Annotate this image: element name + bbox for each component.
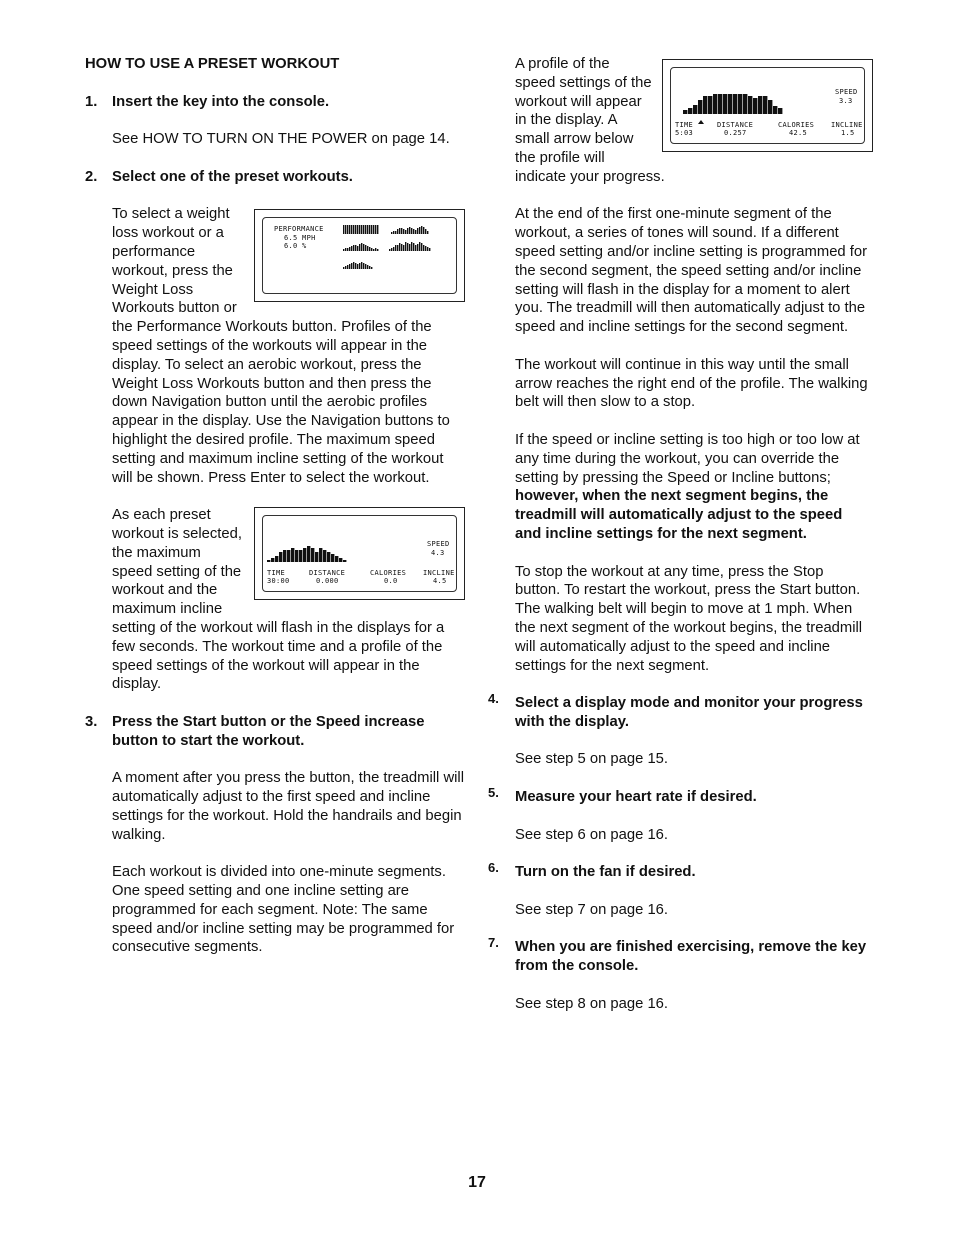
lcd-screen: [262, 515, 457, 592]
profile-bar: [345, 225, 346, 234]
profile-bar: [718, 94, 722, 114]
distance-value: 0.257: [724, 129, 747, 137]
continue-paragraph: The workout will continue in this way until the small arrow reaches the right end of the profile. The walking belt will then slow to a stop.: [515, 356, 868, 411]
profile-bar: [349, 264, 350, 269]
step-6: [488, 860, 870, 919]
lcd-frame: [254, 507, 465, 600]
workout-profiles-chart: [263, 218, 457, 294]
profile-bar: [415, 230, 416, 234]
step-2-title: Select one of the preset workouts.: [112, 168, 353, 185]
profile-bar: [335, 556, 338, 562]
profile-bar: [733, 94, 737, 114]
profile-bar: [347, 225, 348, 234]
segment-paragraph: At the end of the first one-minute segment of the workout, a series of tones will sound. If a different speed setting and/or incline setting is programmed for the second segment, the speed setting and/or incline setting will flash in the display for a moment to alert you. The treadmill will then automatically adjust to the speed and incline settings for the second segment.: [515, 206, 868, 336]
profile-bar: [343, 225, 344, 234]
profile-bar: [315, 552, 318, 562]
profile-bar: [367, 246, 368, 251]
profile-bar: [413, 243, 414, 251]
profile-a: [343, 225, 378, 234]
step-1-text: See HOW TO TURN ON THE POWER on page 14.: [112, 131, 450, 148]
profile-bar: [303, 548, 306, 562]
step-6-number: 6.: [488, 860, 499, 876]
step-4-title: Select a display mode and monitor your progress with the display.: [515, 695, 863, 730]
profile-bar: [397, 229, 398, 234]
calories-value: 42.5: [789, 129, 808, 137]
performance-label: PERFORMANCE: [274, 225, 324, 234]
profile-bar: [331, 554, 334, 562]
profile-bar: [423, 227, 424, 234]
profile-bar: [369, 247, 370, 251]
step-2-para-1: To select a weight loss workout or a performance workout, press the Weight Loss Workouts button or the Performance Workouts button. Profiles of the speed settings of the workouts will appear in the display. To select an aerobic workout, press the Weight Loss Workouts button and then press the down Navigation button until the aerobic profiles appear in the display. Use the Navigation buttons to highlight the desired profile. The maximum speed setting and maximum incline setting of the workout will be shown. Press Enter to select the workout.: [112, 206, 450, 486]
step-7-text: See step 8 on page 16.: [515, 995, 669, 1012]
step-3-para-2: Each workout is divided into one-minute segments. One speed setting and one incline setting are programmed for each segment. Note: The same speed and/or incline setting may be programmed for consecutive segments.: [112, 864, 455, 956]
profile-bar: [375, 248, 376, 251]
profile-bar: [355, 225, 356, 234]
time-label: TIME: [675, 121, 694, 129]
step-6-text: See step 7 on page 16.: [515, 901, 669, 918]
profile-bars: [267, 546, 346, 562]
profile-bar: [425, 246, 426, 251]
profile-bar: [415, 245, 416, 251]
profile-bar: [773, 106, 777, 114]
profile-bar: [359, 225, 360, 234]
step-6-title: Turn on the fan if desired.: [515, 864, 696, 881]
profile-bar: [407, 243, 408, 251]
incline-label: INCLINE: [831, 121, 863, 129]
profile-bar: [401, 228, 402, 234]
profile-bar: [287, 550, 290, 562]
profile-bar: [369, 225, 370, 234]
override-text: If the speed or incline setting is too high or too low at any time during the workout, you can override the setting by pressing the Speed or Incline buttons;: [515, 431, 860, 486]
profile-bar: [743, 94, 747, 114]
left-column: [85, 55, 465, 976]
calories-label: CALORIES: [370, 569, 407, 578]
profile-bar: [713, 94, 717, 114]
profile-bar: [279, 552, 282, 562]
profile-bar: [365, 225, 366, 234]
time-value: 5:03: [675, 129, 694, 137]
profile-bar: [345, 266, 346, 269]
profile-bar: [349, 225, 350, 234]
profile-bar: [693, 105, 697, 114]
progress-arrow: [698, 120, 704, 124]
profile-bar: [417, 228, 418, 234]
step-2-para-2: As each preset workout is selected, the maximum speed setting of the workout and the maximum incline setting of the workout will flash in the displays for a few seconds. The workout time and a profile of the speed settings of the workout will appear in the display.: [112, 507, 445, 693]
profile-bar: [399, 228, 400, 234]
profile-bar: [425, 229, 426, 234]
section-heading: HOW TO USE A PRESET WORKOUT: [85, 56, 340, 72]
right-column: [488, 55, 870, 1032]
profile-bar: [373, 225, 374, 234]
profile-bar: [403, 229, 404, 234]
performance-incline: 6.0 %: [284, 242, 307, 251]
calories-label: CALORIES: [778, 121, 815, 129]
profile-bar: [343, 267, 344, 269]
profile-bar: [395, 245, 396, 251]
profile-bar: [353, 245, 354, 251]
profile-bar: [389, 249, 390, 251]
profile-bar: [367, 265, 368, 269]
profile-bar: [413, 229, 414, 234]
step-3-title: Press the Start button or the Speed increase button to start the workout.: [112, 713, 425, 749]
profile-bar: [723, 94, 727, 114]
profile-bar: [353, 225, 354, 234]
incline-value: 1.5: [841, 129, 855, 137]
profile-bar: [377, 225, 378, 234]
profile-bar: [688, 108, 692, 114]
step-3: [85, 713, 465, 957]
profile-bar: [407, 228, 408, 234]
profile-b: [391, 226, 428, 234]
profile-bar: [419, 242, 420, 251]
step-7-title: When you are finished exercising, remove the key from the console.: [515, 939, 867, 975]
profile-bar: [307, 546, 310, 562]
profile-bar: [267, 560, 270, 562]
profile-bar: [291, 548, 294, 562]
lcd-screen: [670, 67, 865, 144]
calories-value: 0.0: [384, 577, 398, 586]
profile-bar: [748, 96, 752, 114]
profile-bar: [327, 552, 330, 562]
step-4: [488, 691, 870, 769]
speed-value: 4.3: [431, 549, 445, 558]
profile-bar: [271, 558, 274, 562]
profile-bar: [401, 244, 402, 251]
incline-label: INCLINE: [423, 569, 455, 578]
profile-bar: [728, 94, 732, 114]
step-1-title: Insert the key into the console.: [112, 93, 330, 110]
step-5-number: 5.: [488, 785, 499, 801]
profile-bar: [323, 550, 326, 562]
profile-bar: [393, 247, 394, 251]
lcd-screen: [262, 217, 457, 294]
step-1: [85, 93, 465, 149]
profile-bar: [375, 225, 376, 234]
profile-bar: [708, 96, 712, 114]
profile-bar: [698, 100, 702, 114]
profile-bar: [395, 231, 396, 234]
profile-c: [343, 243, 378, 251]
step-3-para-1: A moment after you press the button, the treadmill will automatically adjust to the first speed and incline settings for the workout. Hold the handrails and begin walking.: [112, 770, 465, 843]
profile-bar: [365, 245, 366, 251]
profile-bar: [339, 558, 342, 562]
profile-bar: [391, 232, 392, 234]
profile-bar: [369, 266, 370, 269]
profile-bar: [363, 225, 364, 234]
step-2: [85, 168, 465, 694]
step-5-text: See step 6 on page 16.: [515, 826, 669, 843]
profile-bar: [347, 265, 348, 269]
profile-bar: [403, 245, 404, 251]
profile-bar: [353, 262, 354, 269]
time-value: 30:00: [267, 577, 290, 586]
profile-e: [343, 262, 372, 269]
profile-bar: [768, 100, 772, 114]
profile-bar: [283, 550, 286, 562]
step-5: [488, 785, 870, 844]
performance-speed: 6.5 MPH: [284, 234, 316, 243]
profile-bar: [363, 263, 364, 269]
profile-bar: [423, 245, 424, 251]
profile-bar: [343, 560, 346, 562]
profile-bar: [409, 227, 410, 234]
override-paragraph: [515, 431, 870, 544]
profile-bar: [421, 226, 422, 234]
profile-bar: [351, 225, 352, 234]
profile-paragraph: A profile of the speed settings of the workout will appear in the display. A small arrow below the profile will indicate your progress.: [515, 56, 665, 185]
speed-label: SPEED: [427, 540, 450, 549]
profile-bar: [299, 550, 302, 562]
progress-display-figure: [662, 59, 873, 152]
profile-bar: [345, 248, 346, 251]
profile-bar: [427, 231, 428, 234]
profile-bar: [411, 228, 412, 234]
profile-bar: [361, 262, 362, 269]
profile-bar: [355, 263, 356, 269]
lcd-frame: [662, 59, 873, 152]
profile-bar: [357, 246, 358, 251]
profile-bar: [397, 245, 398, 251]
distance-label: DISTANCE: [309, 569, 346, 578]
distance-label: DISTANCE: [717, 121, 754, 129]
profile-bar: [371, 267, 372, 269]
profile-bar: [371, 248, 372, 251]
step-2-number: 2.: [85, 168, 98, 185]
speed-value: 3.3: [839, 97, 853, 105]
profile-bar: [427, 247, 428, 251]
profile-bar: [391, 248, 392, 251]
profile-bar: [429, 248, 430, 251]
profile-bar: [357, 225, 358, 234]
profile-bar: [365, 264, 366, 269]
profile-bar: [738, 94, 742, 114]
profile-bar: [377, 249, 378, 251]
profile-bar: [683, 110, 687, 114]
profile-bar: [357, 264, 358, 269]
profile-bar: [405, 242, 406, 251]
step-7: [488, 935, 870, 1013]
step-5-title: Measure your heart rate if desired.: [515, 789, 757, 806]
profile-bar: [359, 263, 360, 269]
step-3-number: 3.: [85, 713, 98, 730]
profile-bar: [758, 96, 762, 114]
profile-bar: [349, 247, 350, 251]
page-number: 17: [468, 1174, 486, 1191]
profile-bar: [419, 227, 420, 234]
profile-bar: [417, 244, 418, 251]
profile-bar: [275, 556, 278, 562]
profile-bar: [295, 550, 298, 562]
right-intro: [488, 55, 870, 675]
profile-bar: [409, 244, 410, 251]
profile-bar: [319, 548, 322, 562]
incline-value: 4.5: [433, 577, 447, 586]
profile-bar: [763, 96, 767, 114]
speed-profile-chart: [263, 516, 457, 592]
profile-d: [389, 242, 430, 251]
time-label: TIME: [267, 569, 286, 578]
start-display-figure: [254, 507, 465, 600]
profile-bars: [683, 94, 782, 114]
profile-bar: [411, 242, 412, 251]
stop-paragraph: To stop the workout at any time, press the Stop button. To restart the workout, press the Start button. The walking belt will begin to move at 1 mph. When the next segment of the workout begins, the treadmill will automatically adjust to the speed and incline settings for the next segment.: [515, 563, 863, 674]
step-4-number: 4.: [488, 691, 499, 707]
profile-bar: [405, 230, 406, 234]
profile-bar: [355, 245, 356, 251]
profile-bar: [343, 249, 344, 251]
step-4-text: See step 5 on page 15.: [515, 751, 669, 768]
profile-bar: [351, 246, 352, 251]
profile-bar: [363, 244, 364, 251]
speed-label: SPEED: [835, 88, 858, 96]
profile-bar: [351, 263, 352, 269]
profile-bar: [421, 243, 422, 251]
profile-bar: [703, 96, 707, 114]
profile-bar: [311, 548, 314, 562]
profile-bar: [367, 225, 368, 234]
step-1-number: 1.: [85, 93, 98, 110]
lcd-frame: [254, 209, 465, 302]
performance-display-figure: [254, 209, 465, 302]
profile-bar: [373, 249, 374, 251]
distance-value: 0.000: [316, 577, 339, 586]
profile-bar: [393, 231, 394, 234]
profile-bar: [361, 225, 362, 234]
profile-bar: [359, 244, 360, 251]
profile-bar: [371, 225, 372, 234]
override-note: however, when the next segment begins, the treadmill will automatically adjust to the speed and incline settings for the next segment.: [515, 488, 843, 542]
progress-profile-chart: [671, 68, 865, 144]
step-7-number: 7.: [488, 935, 499, 951]
profile-bar: [347, 248, 348, 251]
profile-bar: [778, 108, 782, 114]
profile-bar: [361, 243, 362, 251]
profile-bar: [399, 243, 400, 251]
profile-bar: [753, 98, 757, 114]
